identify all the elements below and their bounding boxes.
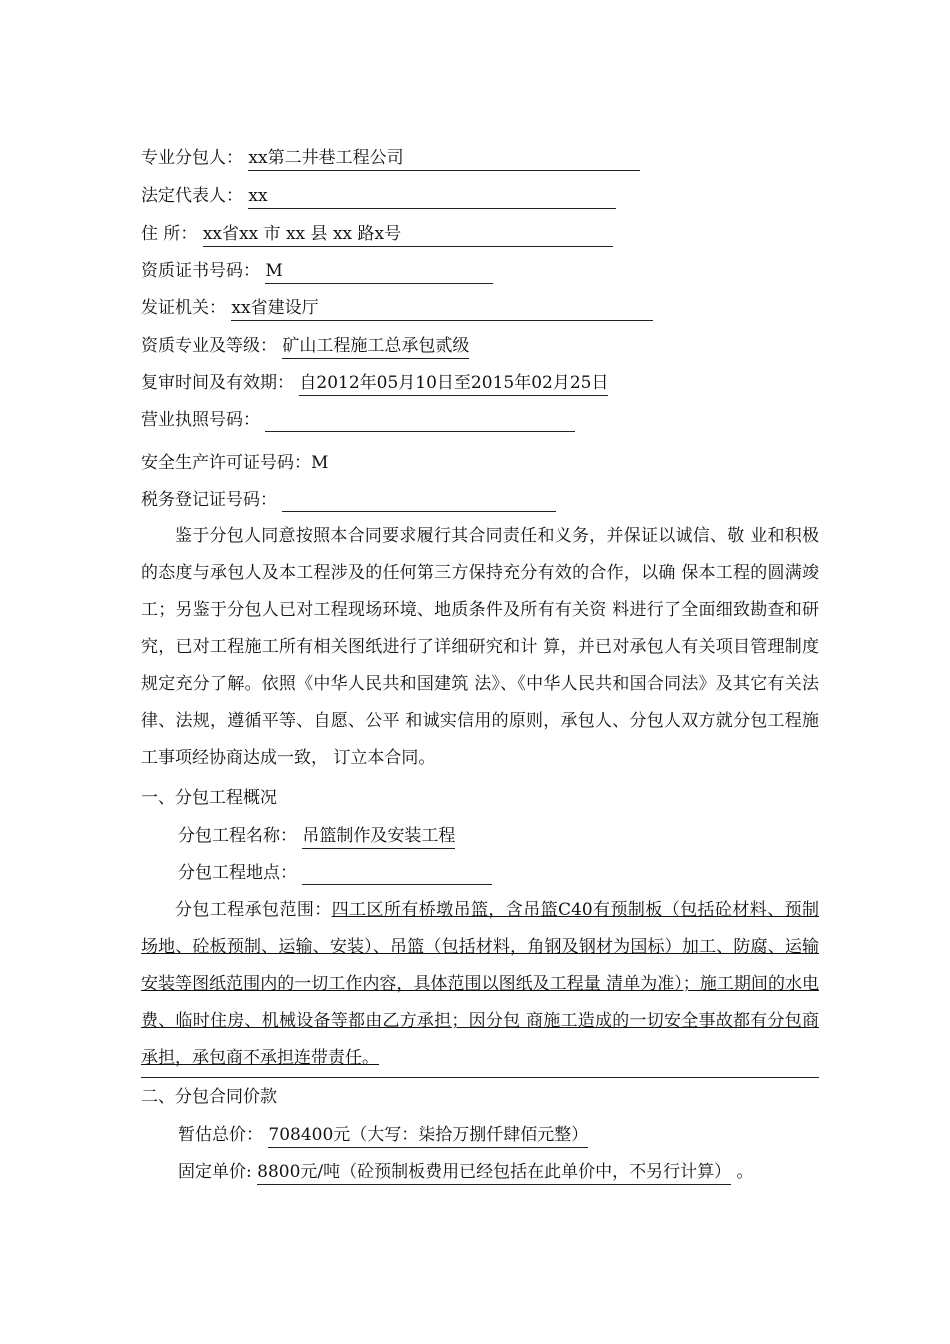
- section1-title: 一、分包工程概况: [141, 788, 277, 808]
- project-name-label: 分包工程名称：: [178, 826, 297, 846]
- scope-label: 分包工程承包范围：: [175, 900, 332, 920]
- legal-rep-row: [141, 184, 616, 209]
- license-label: 营业执照号码：: [141, 410, 260, 430]
- address-value: xx省xx 市 xx 县 xx 路x号: [203, 222, 613, 247]
- section2-title: 二、分包合同价款: [141, 1087, 277, 1107]
- cert-no-row: [141, 259, 493, 284]
- unit-price-suffix: 。: [736, 1162, 754, 1182]
- issuer-label: 发证机关：: [141, 298, 226, 318]
- legal-rep-label: 法定代表人：: [141, 186, 243, 206]
- tax-label: 税务登记证号码：: [141, 490, 277, 510]
- safety-row: [141, 451, 328, 475]
- subcontractor-row: [141, 146, 640, 171]
- tax-row: [141, 488, 556, 512]
- safety-label: 安全生产许可证号码：M: [141, 453, 329, 473]
- project-location-blank: [302, 866, 492, 885]
- cert-no-value: M: [265, 259, 493, 284]
- cert-no-label: 资质证书号码：: [141, 261, 260, 281]
- preamble-text: 鉴于分包人同意按照本合同要求履行其合同责任和义务，并保证以诚信、敬 业和积极的态度与承包人及本工程涉及的任何第三方保持充分有效的合作，以确 保本工程的圆满竣工；另鉴于分包人已对工程现场环境、地质条件及所有有关资 料进行了全面细致勘查和研究，已对工程施工所有相关图纸进行了详细研究和计 算，并已对承包人有关项目管理制度规定充分了解。依照《中华人民共和国建筑 法》、《中华人民共和国合同法》及其它有关法律、法规，遵循平等、自愿、公平 和诚实信用的原则，承包人、分包人双方就分包工程施工事项经协商达成一致， 订立本合同。: [141, 526, 819, 768]
- project-location-label: 分包工程地点：: [178, 863, 297, 883]
- unit-price-row: [178, 1160, 754, 1185]
- address-label: 住 所：: [141, 224, 198, 244]
- tax-blank: [282, 493, 556, 512]
- license-row: [141, 408, 575, 432]
- preamble-paragraph: [141, 518, 819, 777]
- qual-level-label: 资质专业及等级：: [141, 336, 277, 356]
- unit-price-label: 固定单价:: [178, 1162, 252, 1182]
- review-row: [141, 371, 608, 396]
- scope-paragraph: [141, 892, 819, 1078]
- qual-level-value: 矿山工程施工总承包贰级: [282, 334, 469, 359]
- subcontractor-value: xx第二井巷工程公司: [248, 146, 640, 171]
- project-name-row: [178, 824, 455, 849]
- review-label: 复审时间及有效期：: [141, 373, 294, 393]
- issuer-row: [141, 296, 653, 321]
- total-price-row: [178, 1123, 588, 1148]
- issuer-value: xx省建设厅: [231, 296, 653, 321]
- scope-value: 四工区所有桥墩吊篮，含吊篮C40有预制板（包括砼材料、预制场地、砼板预制、运输、安装）、吊篮（包括材料，角钢及钢材为国标）加工、防腐、运输安装等图纸范围内的一切工作内容，具体范围以图纸及工程量 清单为准）；施工期间的水电费、临时住房、机械设备等都由乙方承担；因分包 商施工造成的一切安全事故都有分包商承担，承包商不承担连带责任。: [141, 900, 820, 1068]
- scope-text: [141, 892, 819, 1077]
- total-price-value: 708400元（大写：柒拾万捌仟肆佰元整）: [268, 1123, 588, 1148]
- unit-price-value: 8800元/吨（砼预制板费用已经包括在此单价中，不另行计算）: [257, 1160, 731, 1185]
- project-name-value: 吊篮制作及安装工程: [302, 824, 455, 849]
- subcontractor-label: 专业分包人：: [141, 148, 243, 168]
- qual-level-row: [141, 334, 469, 359]
- project-location-row: [178, 861, 492, 885]
- legal-rep-value: xx: [248, 184, 616, 209]
- address-row: [141, 222, 613, 247]
- license-blank: [265, 413, 575, 432]
- total-price-label: 暂估总价：: [178, 1125, 263, 1145]
- review-value: 自2012年05月10日至2015年02月25日: [299, 371, 608, 396]
